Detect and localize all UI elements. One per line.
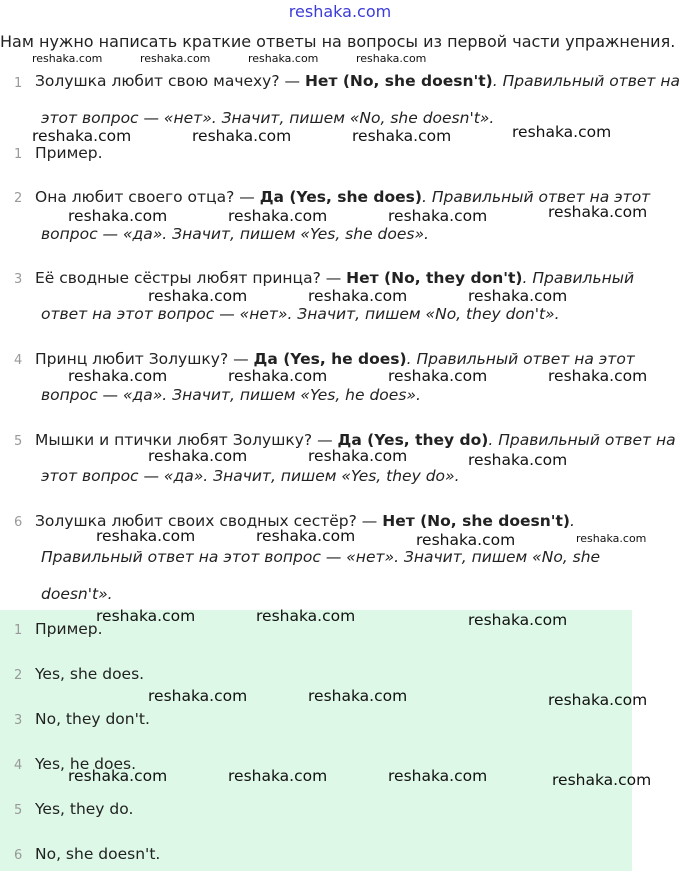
watermark: reshaka.com bbox=[68, 207, 168, 225]
answer: Нет (No, they don't) bbox=[346, 269, 523, 287]
explanation-cont: Правильный ответ на этот вопрос — «нет». Значит, пишем «No, she bbox=[41, 548, 601, 566]
question: Она любит своего отца? — bbox=[35, 188, 260, 206]
question: Принц любит Золушку? — bbox=[35, 350, 254, 368]
answer-text: Пример. bbox=[35, 620, 103, 638]
watermark: reshaka.com bbox=[192, 127, 292, 145]
watermark: reshaka.com bbox=[548, 367, 648, 385]
question: Золушка любит своих сводных сестёр? — bbox=[35, 512, 383, 530]
explanation: . Правильный ответ на bbox=[492, 72, 680, 90]
watermark: reshaka.com bbox=[148, 287, 248, 305]
watermark: reshaka.com bbox=[552, 771, 652, 789]
item-number: 5 bbox=[14, 434, 23, 449]
explanation: . bbox=[570, 512, 575, 530]
question: Её сводные сёстры любят принца? — bbox=[35, 269, 347, 287]
item-number: 1 bbox=[14, 76, 23, 91]
answer-text: Yes, he does. bbox=[35, 755, 137, 773]
watermark: reshaka.com bbox=[388, 207, 488, 225]
watermark: reshaka.com bbox=[308, 447, 408, 465]
question: Мышки и птички любят Золушку? — bbox=[35, 431, 338, 449]
explanation: . Правильный ответ на bbox=[488, 431, 676, 449]
answer: Нет (No, she doesn't) bbox=[304, 72, 493, 90]
item-number: 6 bbox=[14, 515, 23, 530]
watermark: reshaka.com bbox=[468, 611, 568, 629]
watermark: reshaka.com bbox=[548, 691, 648, 709]
explanation-cont: вопрос — «да». Значит, пишем «Yes, he does». bbox=[41, 386, 421, 404]
watermark: reshaka.com bbox=[248, 52, 319, 65]
watermark: reshaka.com bbox=[148, 447, 248, 465]
answer: Да (Yes, they do) bbox=[337, 431, 489, 449]
watermark: reshaka.com bbox=[308, 287, 408, 305]
watermark: reshaka.com bbox=[388, 367, 488, 385]
explanation: . Правильный bbox=[522, 269, 635, 287]
explanation-cont: вопрос — «да». Значит, пишем «Yes, she does». bbox=[41, 225, 429, 243]
answer-number: 2 bbox=[14, 668, 23, 683]
explanation-line bbox=[35, 63, 680, 99]
explanation: . Правильный ответ на этот bbox=[406, 350, 635, 368]
example-text: Пример. bbox=[35, 144, 103, 162]
watermark: reshaka.com bbox=[512, 123, 612, 141]
question: Золушка любит свою мачеху? — bbox=[35, 72, 305, 90]
answer-number: 3 bbox=[14, 713, 23, 728]
explanation-cont: doesn't». bbox=[41, 585, 113, 603]
watermark: reshaka.com bbox=[68, 367, 168, 385]
answer: Да (Yes, she does) bbox=[259, 188, 422, 206]
watermark: reshaka.com bbox=[32, 127, 132, 145]
item-number: 4 bbox=[14, 353, 23, 368]
watermark: reshaka.com bbox=[416, 531, 516, 549]
watermark: reshaka.com bbox=[256, 607, 356, 625]
watermark: reshaka.com bbox=[576, 532, 647, 545]
answer-number: 6 bbox=[14, 848, 23, 863]
item-number: 2 bbox=[14, 191, 23, 206]
answer: Нет (No, she doesn't) bbox=[382, 512, 571, 530]
watermark: reshaka.com bbox=[468, 287, 568, 305]
watermark: reshaka.com bbox=[148, 687, 248, 705]
item-number: 3 bbox=[14, 272, 23, 287]
watermark: reshaka.com bbox=[356, 52, 427, 65]
explanation-cont: этот вопрос — «да». Значит, пишем «Yes, they do». bbox=[41, 467, 460, 485]
watermark: reshaka.com bbox=[256, 527, 356, 545]
answer-text: Yes, she does. bbox=[35, 665, 145, 683]
explanation-cont: этот вопрос — «нет». Значит, пишем «No, she doesn't». bbox=[41, 109, 495, 127]
watermark: reshaka.com bbox=[32, 52, 103, 65]
watermark: reshaka.com bbox=[68, 767, 168, 785]
answers-panel bbox=[0, 610, 632, 871]
answer-text: No, they don't. bbox=[35, 710, 150, 728]
answer-text: Yes, they do. bbox=[35, 800, 134, 818]
watermark: reshaka.com bbox=[228, 767, 328, 785]
answer-number: 4 bbox=[14, 758, 23, 773]
watermark: reshaka.com bbox=[96, 527, 196, 545]
answer-number: 1 bbox=[14, 623, 23, 638]
watermark: reshaka.com bbox=[308, 687, 408, 705]
watermark: reshaka.com bbox=[96, 607, 196, 625]
watermark: reshaka.com bbox=[140, 52, 211, 65]
watermark: reshaka.com bbox=[228, 207, 328, 225]
explanation: . Правильный ответ на этот bbox=[422, 188, 651, 206]
intro-text: Нам нужно написать краткие ответы на вопросы из первой части упражнения. bbox=[0, 32, 676, 51]
explanation-cont: ответ на этот вопрос — «нет». Значит, пишем «No, they don't». bbox=[41, 305, 560, 323]
item-number: 1 bbox=[14, 147, 23, 162]
site-header[interactable]: reshaka.com bbox=[288, 2, 392, 21]
watermark: reshaka.com bbox=[388, 767, 488, 785]
watermark: reshaka.com bbox=[468, 451, 568, 469]
watermark: reshaka.com bbox=[548, 203, 648, 221]
watermark: reshaka.com bbox=[352, 127, 452, 145]
answer-text: No, she doesn't. bbox=[35, 845, 161, 863]
answer-number: 5 bbox=[14, 803, 23, 818]
watermark: reshaka.com bbox=[228, 367, 328, 385]
answer: Да (Yes, he does) bbox=[253, 350, 407, 368]
